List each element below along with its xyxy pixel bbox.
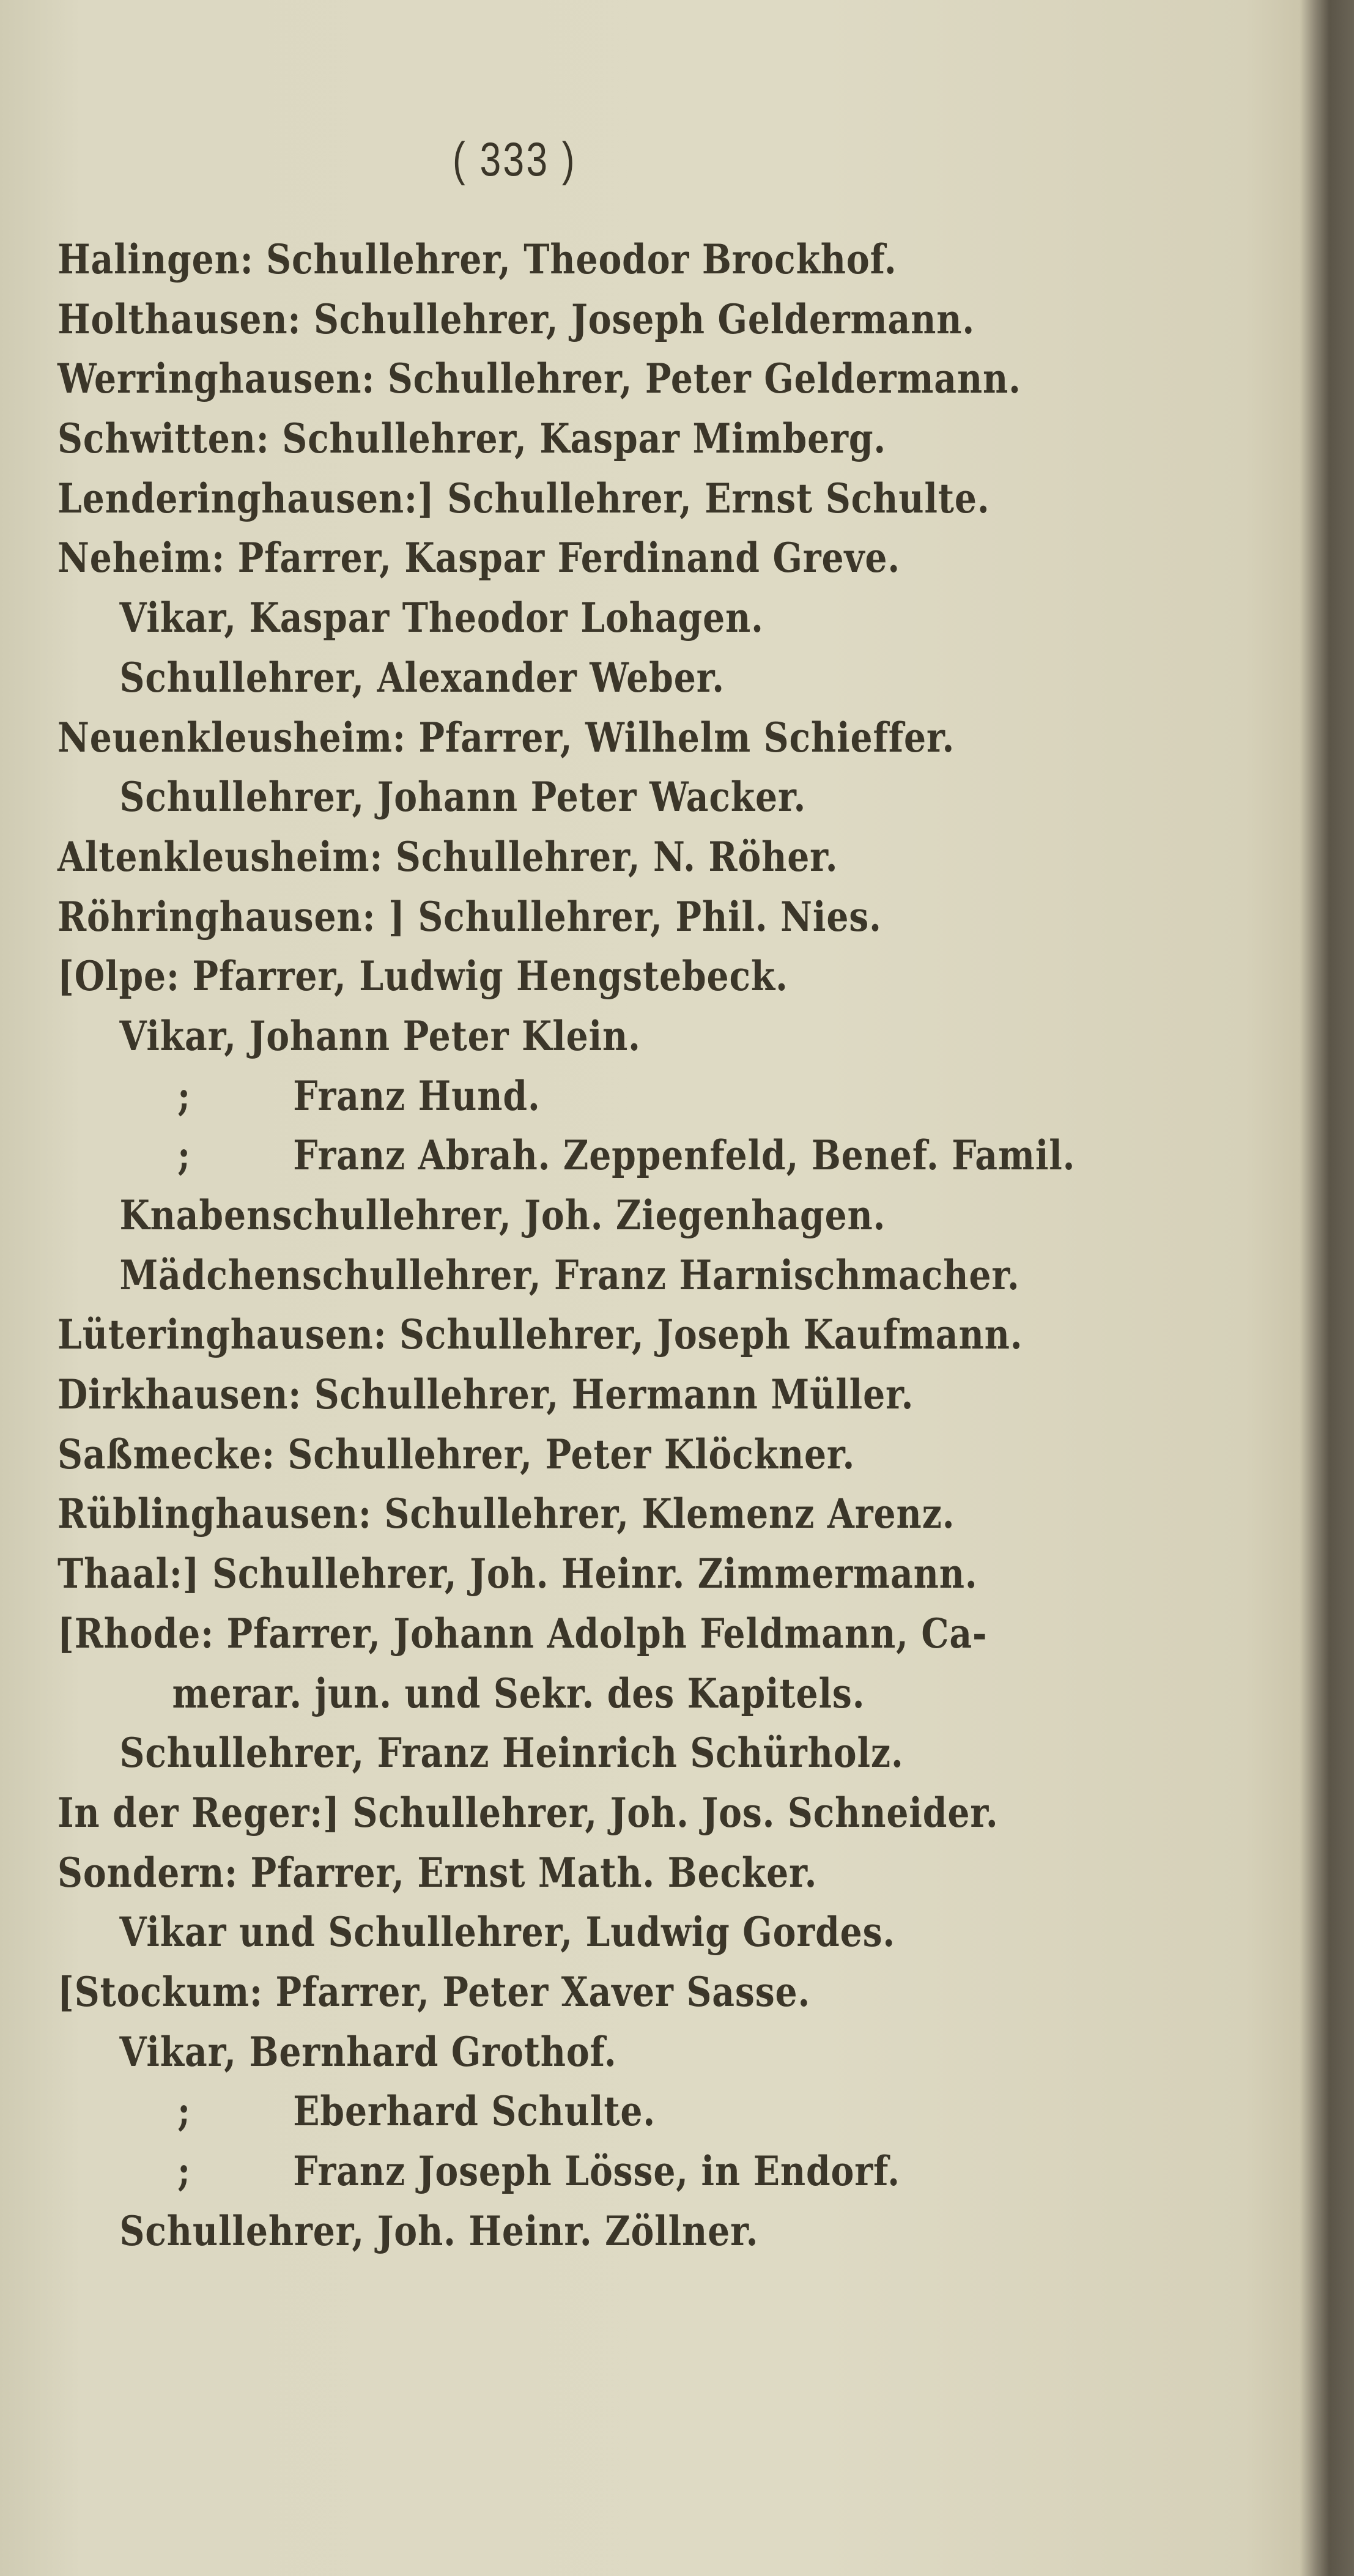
entry-line: Thaal:] Schullehrer, Joh. Heinr. Zimmermann. xyxy=(57,1550,978,1598)
entry-line: Holthausen: Schullehrer, Joseph Geldermann. xyxy=(57,295,975,343)
entry-line: merar. jun. und Sekr. des Kapitels. xyxy=(172,1669,865,1717)
entry-line xyxy=(57,1126,1130,1186)
entry-line xyxy=(57,2082,1130,2142)
entry-text: Franz Joseph Lösse, in Endorf. xyxy=(293,2147,900,2195)
entry-line: Neuenkleusheim: Pfarrer, Wilhelm Schieffer. xyxy=(57,713,955,761)
entry-line: Knabenschullehrer, Joh. Ziegenhagen. xyxy=(119,1191,886,1239)
entry-line: Saßmecke: Schullehrer, Peter Klöckner. xyxy=(57,1430,856,1478)
entry-line: Schullehrer, Alexander Weber. xyxy=(119,653,725,701)
entry-line: Rüblinghausen: Schullehrer, Klemenz Arenz. xyxy=(57,1490,955,1538)
entry-line: Vikar, Bernhard Grothof. xyxy=(119,2027,617,2076)
entry-line: Schullehrer, Joh. Heinr. Zöllner. xyxy=(119,2207,759,2255)
directory-text xyxy=(57,230,1305,2261)
ditto-mark: ; xyxy=(177,2087,191,2136)
ditto-mark: ; xyxy=(177,1071,191,1120)
entry-line: Vikar, Johann Peter Klein. xyxy=(119,1012,641,1060)
entry-line: In der Reger:] Schullehrer, Joh. Jos. Schneider. xyxy=(57,1788,999,1837)
entry-line: Werringhausen: Schullehrer, Peter Geldermann. xyxy=(57,355,1021,403)
entry-line: Vikar und Schullehrer, Ludwig Gordes. xyxy=(119,1908,896,1956)
entry-line: Schullehrer, Franz Heinrich Schürholz. xyxy=(119,1729,904,1777)
ditto-mark: ; xyxy=(177,2147,191,2195)
entry-line: Neheim: Pfarrer, Kaspar Ferdinand Greve. xyxy=(57,534,900,582)
entry-line: Halingen: Schullehrer, Theodor Brockhof. xyxy=(57,235,897,283)
entry-line xyxy=(57,2142,1130,2202)
entry-line: Mädchenschullehrer, Franz Harnischmacher. xyxy=(119,1251,1020,1299)
entry-line: [Stockum: Pfarrer, Peter Xaver Sasse. xyxy=(57,1967,811,2016)
entry-line: [Rhode: Pfarrer, Johann Adolph Feldmann, Ca- xyxy=(57,1609,988,1657)
entry-line: Altenkleusheim: Schullehrer, N. Röher. xyxy=(57,832,838,881)
entry-text: Franz Abrah. Zeppenfeld, Benef. Famil. xyxy=(293,1131,1076,1180)
entry-text: Franz Hund. xyxy=(293,1071,541,1120)
entry-line: Röhringhausen: ] Schullehrer, Phil. Nies. xyxy=(57,892,882,941)
entry-line: [Olpe: Pfarrer, Ludwig Hengstebeck. xyxy=(57,952,788,1001)
entry-text: Eberhard Schulte. xyxy=(293,2087,656,2136)
entry-line: Schullehrer, Johann Peter Wacker. xyxy=(119,773,807,821)
page-number: ( 333 ) xyxy=(453,132,577,186)
entry-line: Schwitten: Schullehrer, Kaspar Mimberg. xyxy=(57,415,887,463)
entry-line xyxy=(57,1067,1130,1127)
entry-line: Vikar, Kaspar Theodor Lohagen. xyxy=(119,594,764,642)
ditto-mark: ; xyxy=(177,1131,191,1180)
entry-line: Sondern: Pfarrer, Ernst Math. Becker. xyxy=(57,1848,818,1897)
entry-line: Lüteringhausen: Schullehrer, Joseph Kaufmann. xyxy=(57,1311,1023,1359)
entry-line: Lenderinghausen:] Schullehrer, Ernst Schulte. xyxy=(57,474,990,522)
entry-line: Dirkhausen: Schullehrer, Hermann Müller. xyxy=(57,1371,914,1419)
